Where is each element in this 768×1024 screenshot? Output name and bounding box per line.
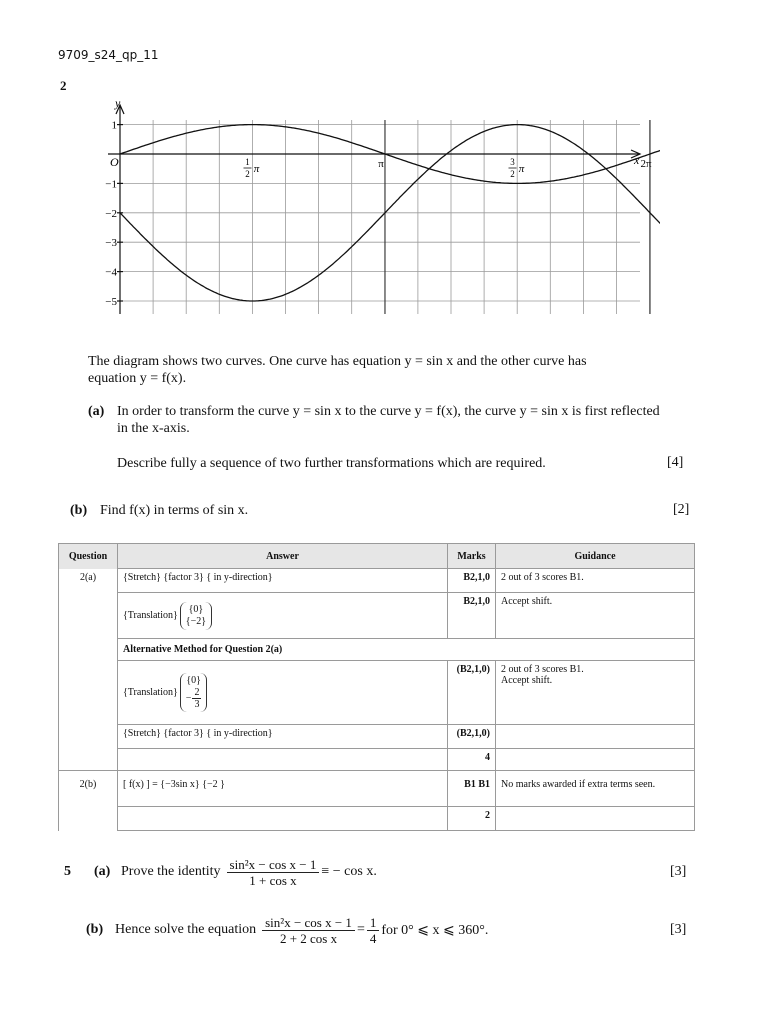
guidance-cell: 2 out of 3 scores B1. Accept shift. [496, 661, 695, 725]
y-tick-label: −2 [105, 207, 117, 220]
translation-vector: {0} − $\frac{2}{3}$ [180, 673, 208, 712]
table-row [59, 661, 695, 725]
q2-part-a-line3: Describe fully a sequence of two further transformations which are required. [117, 456, 546, 471]
header-answer: Answer [118, 544, 448, 569]
q5-part-a-fraction: sin²x − cos x − 1 1 + cos x [227, 857, 320, 888]
marks-cell: B1 B1 [448, 771, 496, 807]
svg-text:1: 1 [245, 157, 250, 167]
marks-cell: B2,1,0 [448, 569, 496, 593]
header-marks: Marks [448, 544, 496, 569]
svg-text:π: π [253, 163, 260, 175]
q5-part-a-text: Prove the identity sin²x − cos x − 1 1 + cos x ≡ − cos x. [121, 856, 377, 888]
total-marks-cell: 2 [448, 807, 496, 831]
mark-scheme-table [58, 543, 695, 831]
question-cell: 2(a) [59, 569, 118, 593]
total-row [59, 807, 695, 831]
q5-part-a-marks: [3] [670, 864, 687, 879]
answer-cell: {Stretch} {factor 3} { in y-direction} [118, 725, 448, 749]
total-row [59, 749, 695, 771]
svg-text:3: 3 [510, 157, 515, 167]
q2-part-a-line2: in the x-axis. [117, 421, 190, 436]
q5-part-b-fraction: $\frac{\text{sin²x − cos x − 1}}{\text{2 + 2 cos x}}$ [262, 915, 355, 946]
origin-label: O [110, 155, 119, 169]
svg-text:π: π [518, 163, 525, 175]
question-2-number: 2 [60, 78, 67, 93]
header-guidance: Guidance [496, 544, 695, 569]
answer-cell [118, 593, 448, 639]
q2-part-a-label: (a) [88, 404, 105, 419]
q5-part-b-rhs-fraction: $\frac{1}{4}$ [367, 915, 380, 946]
y-tick-label: −1 [105, 178, 117, 191]
x-axis-label: x [634, 153, 640, 167]
guidance-cell: 2 out of 3 scores B1. [496, 569, 695, 593]
y-axis-label: y [115, 96, 121, 110]
x-tick-label [378, 158, 384, 170]
table-row [59, 725, 695, 749]
q2-part-b-label: (b) [70, 503, 88, 518]
table-row [59, 569, 695, 593]
q5-part-a-label: (a) [94, 864, 111, 879]
q2-intro-line2: equation y = f(x). [88, 371, 187, 386]
y-tick-label: −4 [105, 266, 117, 279]
curves-graph [100, 92, 660, 324]
q2-part-a-line1: In order to transform the curve y = sin x to the curve y = f(x), the curve y = sin x is first reflected [117, 404, 660, 419]
guidance-cell: No marks awarded if extra terms seen. [496, 771, 695, 807]
q5-part-b-label: (b) [86, 922, 104, 937]
marks-cell: (B2,1,0) [448, 661, 496, 725]
translation-vector: {0} {−2} [180, 602, 212, 630]
table-row [59, 593, 695, 639]
q2-part-a-marks: [4] [667, 455, 684, 470]
answer-prefix: {Translation} [123, 687, 178, 698]
svg-text:2π: 2π [640, 158, 652, 170]
marks-cell: B2,1,0 [448, 593, 496, 639]
question-cell: 2(b) [59, 771, 118, 807]
guidance-cell: Accept shift. [496, 593, 695, 639]
alternative-method-heading: Alternative Method for Question 2(a) [118, 639, 695, 661]
q2-part-b-marks: [2] [673, 502, 690, 517]
header-question: Question [59, 544, 118, 569]
x-tick-label [244, 157, 260, 179]
svg-text:π: π [378, 158, 384, 170]
document-code: 9709_s24_qp_11 [58, 48, 159, 62]
svg-text:2: 2 [510, 169, 515, 179]
table-header-row [59, 544, 695, 569]
y-tick-label: −3 [105, 237, 117, 250]
table-row [59, 771, 695, 807]
answer-cell: {Stretch} {factor 3} { in y-direction} [118, 569, 448, 593]
y-tick-label: −5 [105, 296, 117, 308]
q2-part-b-text: Find f(x) in terms of sin x. [100, 503, 249, 518]
x-tick-label [640, 158, 652, 170]
answer-cell [118, 661, 448, 725]
x-tick-label [509, 157, 525, 179]
alternative-method-row [59, 639, 695, 661]
total-marks-cell: 4 [448, 749, 496, 771]
answer-prefix: {Translation} [123, 610, 178, 621]
marks-cell: (B2,1,0) [448, 725, 496, 749]
y-tick-label: 1 [111, 119, 117, 132]
q5-part-b-text: Hence solve the equation $\frac{\text{sin²x − cos x − 1}}{\text{2 + 2 cos x}}$ = $\frac{1}{4}$ for 0° ⩽ x ⩽ 360°. [115, 914, 489, 946]
q2-intro-line1: The diagram shows two curves. One curve has equation y = sin x and the other curve has [88, 354, 587, 369]
answer-cell: [ f(x) ] = {−3sin x} {−2 } [118, 771, 448, 807]
question-5-number: 5 [64, 864, 71, 879]
q5-part-b-marks: [3] [670, 922, 687, 937]
svg-text:2: 2 [245, 169, 250, 179]
